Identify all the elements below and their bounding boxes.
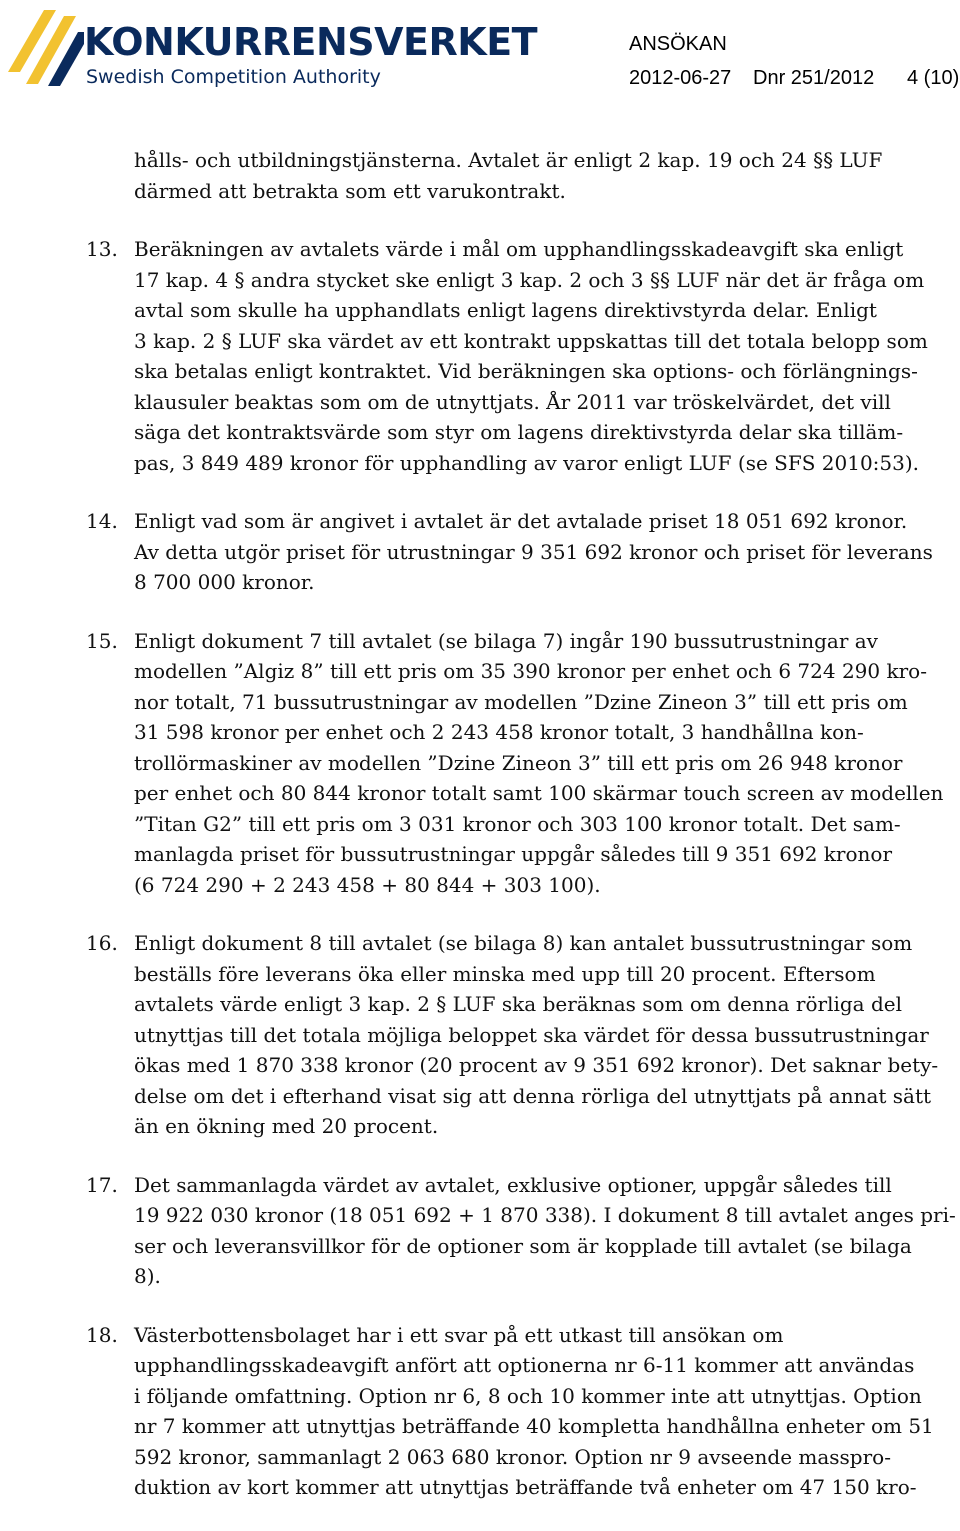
paragraph-13 — [0, 234, 928, 478]
paragraph-number: 18. — [86, 1322, 118, 1347]
text-line: Enligt vad som är angivet i avtalet är det avtalade priset 18 051 692 kronor. — [134, 509, 908, 533]
text-line: säga det kontraktsvärde som styr om lagens direktivstyrda delar ska tilläm- — [134, 420, 904, 444]
paragraph-number: 17. — [86, 1172, 118, 1197]
text-line: Det sammanlagda värdet av avtalet, exklusive optioner, uppgår således till — [134, 1172, 892, 1197]
text-line: avtalets värde enligt 3 kap. 2 § LUF ska beräknas som om denna rörliga del — [134, 992, 902, 1016]
text-line: duktion av kort kommer att utnyttjas beträffande två enheter om 47 150 kro- — [134, 1475, 917, 1499]
text-line: ska betalas enligt kontraktet. Vid beräkningen ska options- och förlängnings- — [134, 359, 918, 383]
paragraph-number: 13. — [86, 237, 118, 261]
text-line: (6 724 290 + 2 243 458 + 80 844 + 303 100). — [134, 872, 601, 897]
document-body — [0, 145, 960, 1531]
text-line: utnyttjas till det totala möjliga beloppet ska värdet för dessa bussutrustningar — [134, 1022, 929, 1047]
text-line: hålls- och utbildningstjänsterna. Avtalet är enligt 2 kap. 19 och 24 §§ LUF — [134, 148, 883, 172]
org-name: KONKURRENSVERKET — [84, 20, 538, 64]
text-line: Enligt dokument 7 till avtalet (se bilaga 7) ingår 190 bussutrustningar av — [134, 628, 878, 653]
text-line: nr 7 kommer att utnyttjas beträffande 40 kompletta handhållna enheter om 51 — [134, 1414, 934, 1438]
paragraph-15 — [0, 626, 944, 901]
document-meta — [629, 66, 959, 90]
text-line: 19 922 030 kronor (18 051 692 + 1 870 338). I dokument 8 till avtalet anges pri- — [134, 1203, 956, 1227]
text-line: 8). — [134, 1264, 161, 1288]
document-dnr: Dnr 251/2012 — [753, 67, 875, 89]
text-line: ser och leveransvillkor för de optioner som är kopplade till avtalet (se bilaga — [134, 1233, 912, 1258]
text-line: trollörmaskiner av modellen ”Dzine Zineon 3” till ett pris om 26 948 kronor — [134, 750, 903, 775]
document-type: ANSÖKAN — [629, 33, 727, 55]
text-line: ”Titan G2” till ett pris om 3 031 kronor och 303 100 kronor totalt. Det sam- — [134, 811, 901, 836]
paragraph-number: 14. — [86, 509, 118, 533]
text-line: Enligt dokument 8 till avtalet (se bilaga 8) kan antalet bussutrustningar som — [134, 931, 913, 955]
text-line: nor totalt, 71 bussutrustningar av modellen ”Dzine Zineon 3” till ett pris om — [134, 689, 908, 714]
text-line: Av detta utgör priset för utrustningar 9 351 692 kronor och priset för leverans — [134, 539, 933, 564]
text-line: per enhet och 80 844 kronor totalt samt 100 skärmar touch screen av modellen — [134, 781, 944, 805]
paragraph-number: 16. — [86, 931, 118, 955]
text-line: i följande omfattning. Option nr 6, 8 och 10 kommer inte att utnyttjas. Option — [134, 1383, 922, 1408]
text-line: delse om det i efterhand visat sig att denna rörliga del utnyttjats på annat sätt — [134, 1083, 932, 1108]
text-line: 592 kronor, sammanlagt 2 063 680 kronor. Option nr 9 avseende masspro- — [134, 1444, 891, 1469]
text-line: avtal som skulle ha upphandlats enligt lagens direktivstyrda delar. Enligt — [134, 298, 877, 322]
org-subtitle: Swedish Competition Authority — [86, 66, 381, 88]
text-line: därmed att betrakta som ett varukontrakt. — [134, 178, 566, 203]
page-number: 4 (10) — [907, 67, 960, 89]
paragraph-14 — [0, 506, 933, 598]
text-line: än en ökning med 20 procent. — [134, 1114, 439, 1138]
konkurrensverket-logo-icon — [4, 2, 84, 88]
paragraph-16 — [0, 928, 939, 1142]
text-line: Västerbottensbolaget har i ett svar på ett utkast till ansökan om — [134, 1322, 784, 1347]
text-line: klausuler beaktas som om de utnyttjats. År 2011 var tröskelvärdet, det vill — [134, 389, 891, 414]
page-header — [0, 0, 960, 100]
text-line: upphandlingsskadeavgift anfört att optionerna nr 6-11 kommer att användas — [134, 1353, 915, 1377]
text-line: 3 kap. 2 § LUF ska värdet av ett kontrakt uppskattas till det totala belopp som — [134, 328, 928, 353]
text-line: manlagda priset för bussutrustningar uppgår således till 9 351 692 kronor — [134, 842, 893, 866]
text-line: 8 700 000 kronor. — [134, 570, 315, 594]
paragraph-continued — [0, 145, 924, 206]
text-line: modellen ”Algiz 8” till ett pris om 35 390 kronor per enhet och 6 724 290 kro- — [134, 659, 927, 683]
text-line: Beräkningen av avtalets värde i mål om upphandlingsskadeavgift ska enligt — [134, 237, 904, 261]
document-date: 2012-06-27 — [629, 67, 732, 89]
text-line: 17 kap. 4 § andra stycket ske enligt 3 kap. 2 och 3 §§ LUF när det är fråga om — [134, 267, 925, 292]
paragraph-number: 15. — [86, 628, 118, 653]
text-line: pas, 3 849 489 kronor för upphandling av varor enligt LUF (se SFS 2010:53). — [134, 450, 920, 475]
text-line: 31 598 kronor per enhet och 2 243 458 kronor totalt, 3 handhållna kon- — [134, 720, 864, 744]
paragraph-18 — [0, 1320, 934, 1503]
text-line: beställs före leverans öka eller minska med upp till 20 procent. Eftersom — [134, 961, 876, 986]
paragraph-17 — [0, 1170, 956, 1292]
text-line: ökas med 1 870 338 kronor (20 procent av 9 351 692 kronor). Det saknar bety- — [134, 1053, 939, 1077]
